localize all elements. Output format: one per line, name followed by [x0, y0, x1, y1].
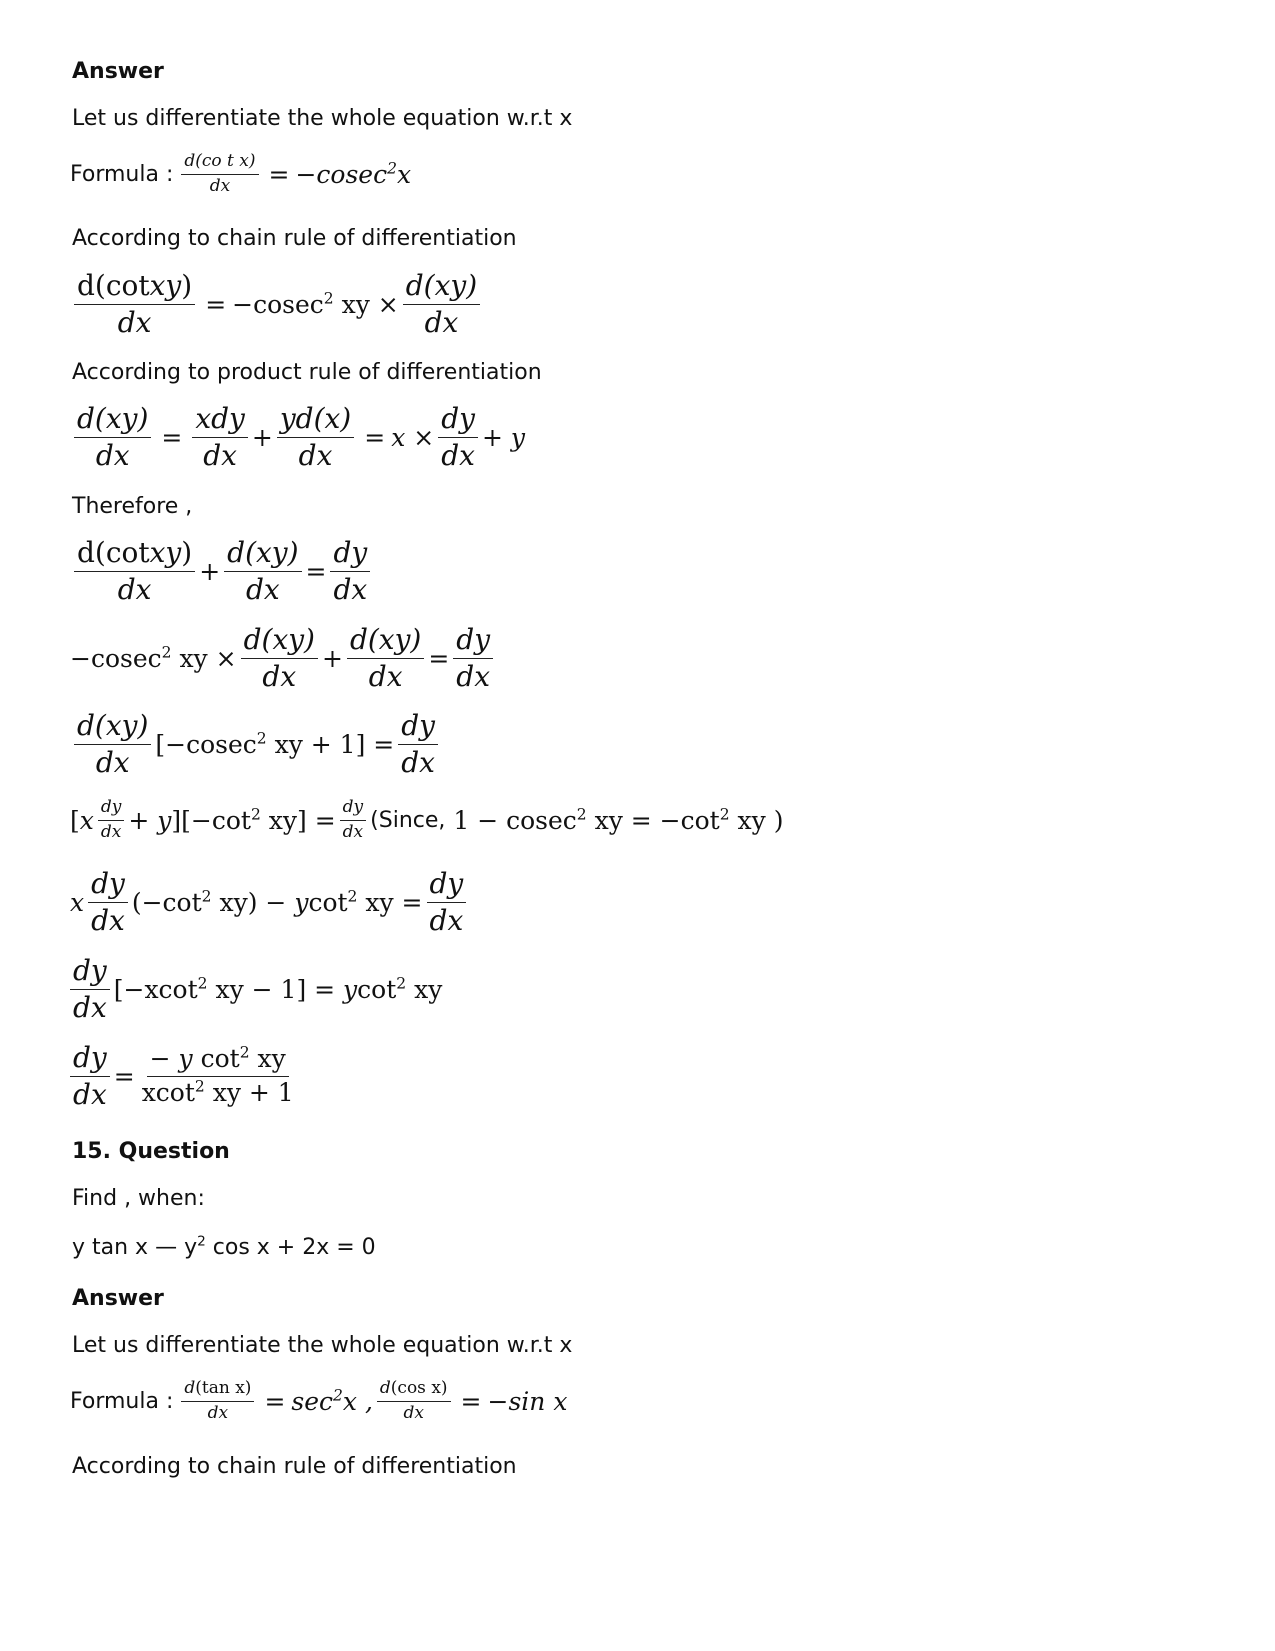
intro-text: Let us differentiate the whole equation w.r.t x — [72, 106, 573, 131]
formula-label-2: Formula : — [70, 1388, 174, 1414]
equation-sum: $\frac{\text{d(cotxy)}}{dx}$ + $\frac{d(xy)}{dx}$ = $\frac{dy}{dx}$ — [70, 537, 374, 606]
formula-tan-cos: Formula : $\frac{\text{d(tan x)}}{dx}$ = $\sec^2x$ , $\frac{\text{d(cos x)}}{dx}$ = −sin x — [70, 1378, 568, 1423]
equation-chain: $\frac{\text{d(cotxy)}}{dx}$ = −cosec$^2$ xy × $\frac{d(xy)}{dx}$ — [70, 270, 484, 339]
equation-collect: $\frac{dy}{dx}$ [−xcot$^2$ xy − 1] = ycot$^2$ xy — [70, 955, 442, 1024]
equation-factor: $\frac{d(xy)}{dx}$ [−cosec$^2$ xy + 1] = $\frac{dy}{dx}$ — [70, 710, 442, 779]
chain-rule-text: According to chain rule of differentiation — [72, 226, 517, 251]
equation-product: $\frac{d(xy)}{dx}$ = $\frac{\text{xdy}}{dx}$ + $\frac{yd(x)}{dx}$ = x × $\frac{dy}{dx}$ + y — [70, 403, 525, 472]
intro-text-2: Let us differentiate the whole equation w.r.t x — [72, 1333, 573, 1358]
question-equation: y tan x — $y^2$ cos x + 2x = 0 — [72, 1233, 376, 1260]
therefore-text: Therefore , — [72, 494, 193, 519]
answer-heading: Answer — [72, 59, 164, 84]
formula-label: Formula : — [70, 161, 174, 187]
equation-identity: [x $\frac{dy}{dx}$ + $y][-\cot^2$ xy] = $\frac{dy}{dx}$ (Since, 1 − cosec$^2$ xy = $-\cot^2$ xy ) — [70, 797, 784, 842]
answer-heading-2: Answer — [72, 1286, 164, 1311]
equation-expand: x $\frac{dy}{dx}$ ($-\cot^2$ xy) − ycot$^2$ xy = $\frac{dy}{dx}$ — [70, 868, 470, 937]
question-text: Find , when: — [72, 1186, 205, 1211]
question-heading: 15. Question — [72, 1139, 230, 1164]
equation-substitute: −cosec$^2$ xy × $\frac{d(xy)}{dx}$ + $\frac{d(xy)}{dx}$ = $\frac{dy}{dx}$ — [70, 624, 497, 693]
product-rule-text: According to product rule of differentiation — [72, 360, 542, 385]
chain-rule-text-2: According to chain rule of differentiation — [72, 1454, 517, 1479]
since-note: (Since, — [370, 807, 446, 833]
equation-result: $\frac{dy}{dx}$ = $\frac{- y \cot^2 xy}{xcot^2 xy + 1}$ — [70, 1042, 301, 1111]
formula-cot: Formula : $\frac{\text{d(co t x)}}{dx}$ = −cosec$^2$x — [70, 151, 412, 196]
